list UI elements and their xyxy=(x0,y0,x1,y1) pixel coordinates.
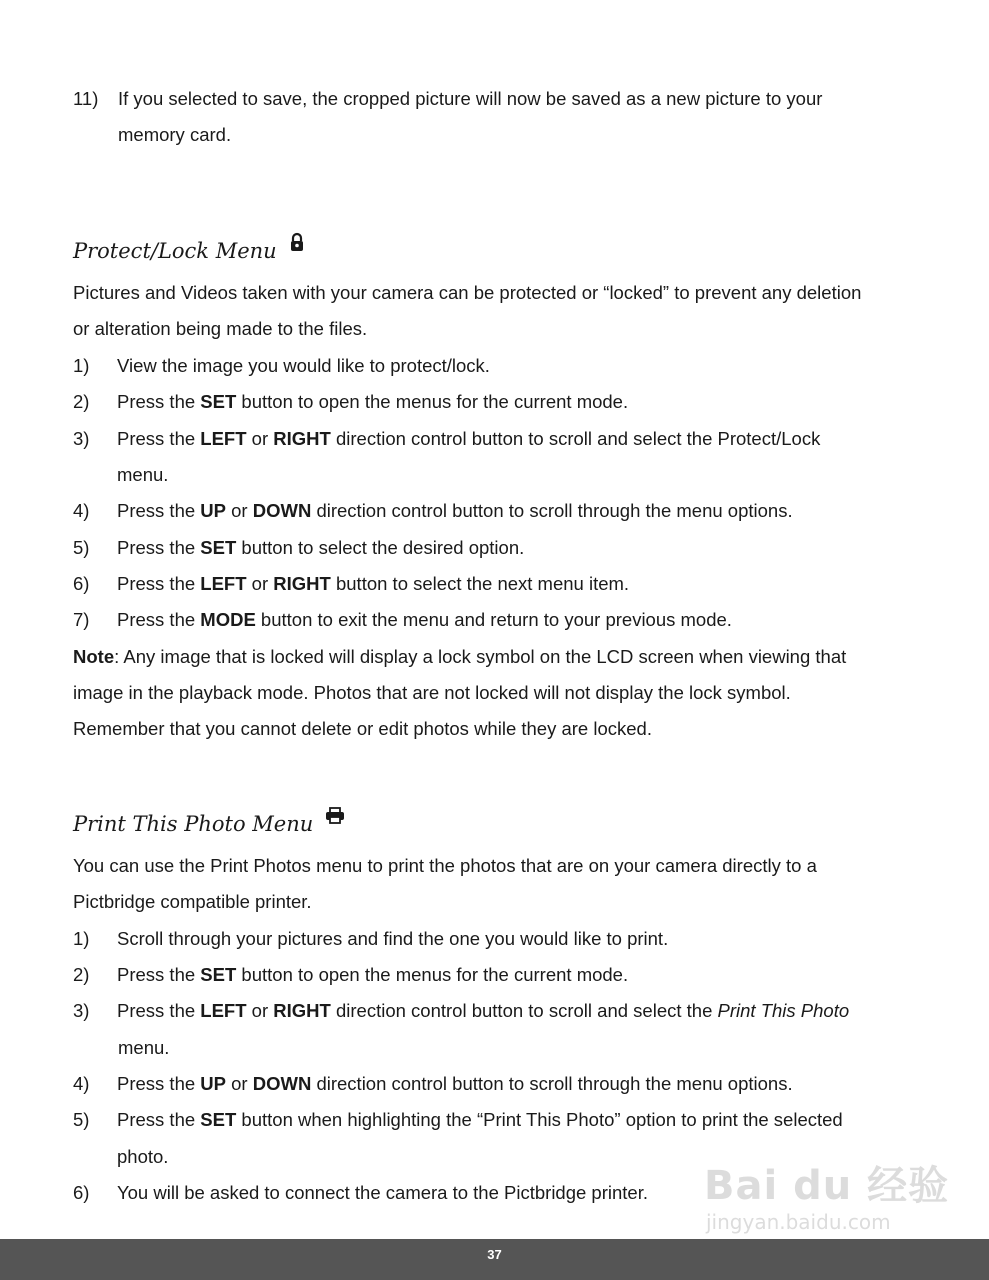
watermark-logo-text: Bai du 经验 xyxy=(704,1163,950,1209)
list-item-text: Press the UP or DOWN direction control button to scroll through the menu options. xyxy=(117,1073,793,1094)
lock-icon xyxy=(289,232,305,258)
list-item-text: Press the LEFT or RIGHT direction control button to scroll and select the Print This Photo xyxy=(117,1000,850,1021)
baidu-watermark xyxy=(700,1150,950,1242)
list-item-text: You will be asked to connect the camera to the Pictbridge printer. xyxy=(117,1182,648,1203)
list-item-text: Press the SET button to select the desired option. xyxy=(117,537,525,558)
list-item-text: Press the LEFT or RIGHT button to select the next menu item. xyxy=(117,573,630,594)
list-number: 1) xyxy=(73,928,90,949)
list-item-text: Press the UP or DOWN direction control button to scroll through the menu options. xyxy=(117,500,793,521)
paragraph-line: You can use the Print Photos menu to print the photos that are on your camera directly to a xyxy=(73,855,817,876)
note-label: Note xyxy=(73,646,115,667)
list-number: 6) xyxy=(73,573,90,594)
list-number: 3) xyxy=(73,428,90,449)
list-number: 5) xyxy=(73,537,90,558)
paragraph-line: Pictbridge compatible printer. xyxy=(73,891,312,912)
list-number: 1) xyxy=(73,355,90,376)
list-item-continuation: menu. xyxy=(118,1037,170,1058)
list-item-continuation: photo. xyxy=(117,1146,169,1167)
paragraph-line: Pictures and Videos taken with your camera can be protected or “locked” to prevent any deletion xyxy=(73,282,862,303)
note-line: image in the playback mode. Photos that are not locked will not display the lock symbol. xyxy=(73,682,791,703)
list-item-text: Press the SET button to open the menus for the current mode. xyxy=(117,964,629,985)
paragraph-line: or alteration being made to the files. xyxy=(73,318,368,339)
list-number: 5) xyxy=(73,1109,90,1130)
list-item-text: Press the MODE button to exit the menu and return to your previous mode. xyxy=(117,609,732,630)
note-line: Note: Any image that is locked will display a lock symbol on the LCD screen when viewing that xyxy=(73,646,847,667)
printer-icon xyxy=(325,805,345,831)
watermark-url: jingyan.baidu.com xyxy=(706,1210,891,1234)
list-item-text: Scroll through your pictures and find the one you would like to print. xyxy=(117,928,669,949)
list-item-text: Press the LEFT or RIGHT direction control button to scroll and select the Protect/Lock xyxy=(117,428,821,449)
section-heading-print-this-photo xyxy=(73,811,345,837)
heading-text: Print This Photo Menu xyxy=(73,812,314,836)
heading-text: Protect/Lock Menu xyxy=(73,239,277,263)
list-number: 2) xyxy=(73,391,90,412)
list-number: 11) xyxy=(73,88,99,109)
list-item-text: View the image you would like to protect/lock. xyxy=(117,355,490,376)
note-line: Remember that you cannot delete or edit photos while they are locked. xyxy=(73,718,652,739)
list-number: 4) xyxy=(73,500,90,521)
list-item-text: Press the SET button when highlighting the “Print This Photo” option to print the selected xyxy=(117,1109,843,1130)
list-item-continuation: memory card. xyxy=(118,124,232,145)
page-footer xyxy=(0,1239,989,1280)
list-number: 2) xyxy=(73,964,90,985)
list-number: 4) xyxy=(73,1073,90,1094)
page-number: 37 xyxy=(487,1247,502,1262)
section-heading-protect-lock xyxy=(73,238,305,264)
list-number: 3) xyxy=(73,1000,90,1021)
list-number: 7) xyxy=(73,609,90,630)
list-item-text: Press the SET button to open the menus for the current mode. xyxy=(117,391,629,412)
list-number: 6) xyxy=(73,1182,90,1203)
list-item-text: If you selected to save, the cropped picture will now be saved as a new picture to your xyxy=(118,88,823,109)
list-item-continuation: menu. xyxy=(117,464,169,485)
